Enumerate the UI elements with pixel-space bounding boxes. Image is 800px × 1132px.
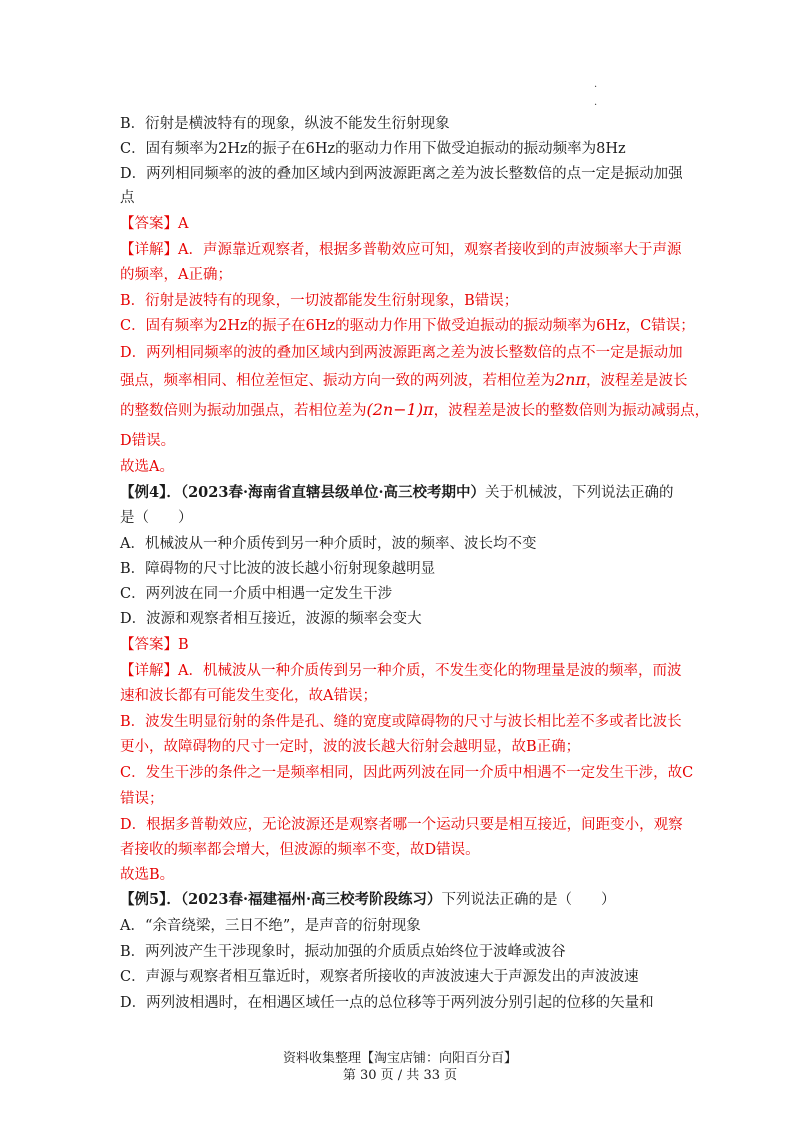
detail-line: B．衍射是波特有的现象，一切波都能发生衍射现象，B错误； [120, 293, 519, 309]
option-a: A．“余音绕梁，三日不绝”，是声音的衍射现象 [120, 918, 421, 934]
option-b: B．衍射是横波特有的现象，纵波不能发生衍射现象 [120, 116, 450, 132]
option-b: B．两列波产生干涉现象时，振动加强的介质质点始终位于波峰或波谷 [120, 944, 566, 960]
detail-line: 者接收的频率都会增大，但波源的频率不变，故D错误。 [120, 842, 480, 858]
detail-line: 更小，故障碍物的尺寸一定时，波的波长越大衍射会越明显，故B正确； [120, 739, 581, 755]
page-number: 第 30 页 / 共 33 页 [342, 1068, 458, 1083]
example-question: 关于机械波，下列说法正确的 [485, 485, 674, 501]
detail-line [120, 400, 710, 421]
option-d: D．波源和观察者相互接近，波源的频率会变大 [120, 611, 422, 627]
option-d: D．两列相同频率的波的叠加区域内到两波源距离之差为波长整数倍的点一定是振动加强 [120, 166, 683, 182]
detail-line: D．根据多普勒效应，无论波源还是观察者哪一个运动只要是相互接近，间距变小，观察 [120, 817, 683, 833]
example-title [120, 890, 680, 910]
header-mark: · [594, 100, 598, 111]
option-c: C．两列波在同一介质中相遇一定发生干涉 [120, 586, 393, 602]
detail-line: 【详解】A．机械波从一种介质传到另一种介质，不发生变化的物理量是波的频率，而波 [120, 663, 682, 679]
detail-text: ，波程差是波长的整数倍则为振动减弱点， [433, 403, 710, 419]
detail-text: 强点，频率相同、相位差恒定、振动方向一致的两列波，若相位差为 [120, 373, 555, 389]
footer-source: 资料收集整理【淘宝店铺：向阳百分百】 [282, 1051, 517, 1066]
option-d-cont: 点 [120, 190, 135, 206]
detail-line: B．波发生明显衍射的条件是孔、缝的宽度或障碍物的尺寸与波长相比差不多或者比波长 [120, 714, 682, 730]
example-source: 【例5】．（2023春·福建福州·高三校考阶段练习） [120, 891, 442, 908]
formula-phase: 2nπ [555, 370, 586, 389]
option-c: C．声源与观察者相互靠近时，观察者所接收的声波波速大于声源发出的声波波速 [120, 969, 639, 985]
detail-line: 错误； [120, 791, 164, 807]
option-a: A．机械波从一种介质传到另一种介质时，波的频率、波长均不变 [120, 536, 537, 552]
detail-text: 的整数倍则为振动加强点，若相位差为 [120, 403, 367, 419]
conclusion: 故选A。 [120, 459, 174, 475]
detail-line: C．发生干涉的条件之一是频率相同，因此两列波在同一介质中相遇不一定发生干涉，故C [120, 765, 694, 781]
formula-phase: (2n−1)π [366, 400, 434, 419]
example-title [120, 483, 680, 503]
detail-text: ，波程差是波长 [586, 373, 688, 389]
detail-line: C．固有频率为2Hz的振子在6Hz的驱动力作用下做受迫振动的振动频率为6Hz，C错误； [120, 318, 695, 334]
answer-label: 【答案】A [120, 216, 189, 232]
conclusion: 故选B。 [120, 867, 175, 883]
example-question: 下列说法正确的是（ ） [441, 892, 616, 908]
option-d: D．两列波相遇时，在相遇区域任一点的总位移等于两列波分别引起的位移的矢量和 [120, 995, 654, 1011]
example-question-cont: 是（ ） [120, 510, 193, 526]
detail-line: 的频率，A正确； [120, 267, 232, 283]
detail-line: D．两列相同频率的波的叠加区域内到两波源距离之差为波长整数倍的点不一定是振动加 [120, 345, 683, 361]
answer-label: 【答案】B [120, 637, 189, 653]
option-c: C．固有频率为2Hz的振子在6Hz的驱动力作用下做受迫振动的振动频率为8Hz [120, 141, 626, 157]
option-b: B．障碍物的尺寸比波的波长越小衍射现象越明显 [120, 561, 436, 577]
example-source: 【例4】．（2023春·海南省直辖县级单位·高三校考期中） [120, 484, 486, 501]
header-mark: · [594, 82, 598, 93]
detail-line: D错误。 [120, 433, 176, 449]
detail-line: 速和波长都有可能发生变化，故A错误； [120, 688, 377, 704]
detail-line: 【详解】A．声源靠近观察者，根据多普勒效应可知，观察者接收到的声波频率大于声源 [120, 242, 682, 258]
detail-line [120, 370, 688, 391]
